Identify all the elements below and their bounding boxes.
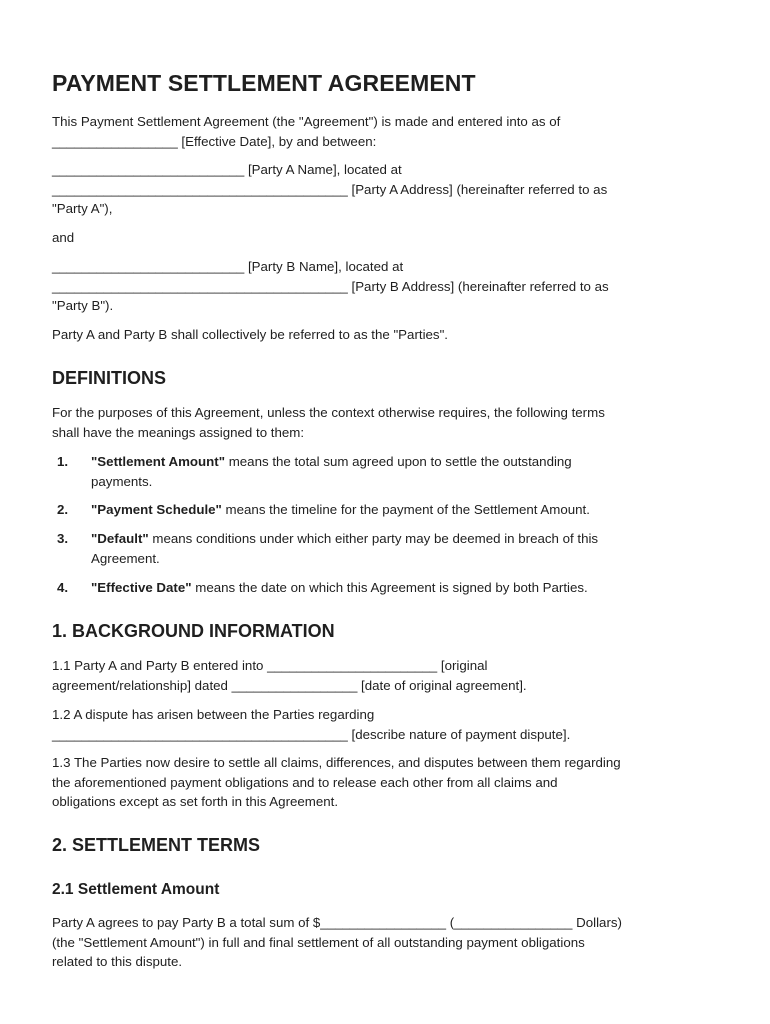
list-number: 3.: [57, 531, 69, 546]
definition-term: "Settlement Amount": [91, 454, 226, 469]
background-paragraph-1-2: [52, 705, 722, 744]
definition-text: means the total sum agreed upon to settle the outstanding: [225, 454, 572, 469]
definition-term: "Effective Date": [91, 580, 192, 595]
intro-line-2: _________________ [Effective Date], by and between:: [52, 133, 377, 149]
definition-text-cont: payments.: [91, 473, 153, 489]
list-number: 4.: [57, 580, 69, 595]
settlement-amount-heading: 2.1 Settlement Amount: [52, 881, 220, 898]
party-a-line-1: __________________________ [Party A Name], located at: [52, 162, 402, 177]
settlement-line-2: (the "Settlement Amount") in full and final settlement of all outstanding payment obligations: [52, 934, 585, 950]
settlement-line-1: Party A agrees to pay Party B a total sum of $_________________ (________________ Dollars): [52, 915, 622, 930]
background-paragraph-1-3: [52, 753, 722, 812]
background-paragraph-1-1: [52, 656, 722, 695]
background-1-2-line-1: 1.2 A dispute has arisen between the Parties regarding: [52, 707, 375, 722]
party-b-line-3: "Party B").: [52, 298, 114, 313]
definition-term: "Payment Schedule": [91, 502, 222, 517]
parties-sentence: Party A and Party B shall collectively be referred to as the "Parties".: [52, 327, 448, 342]
background-1-1-line-1: 1.1 Party A and Party B entered into _______________________ [original: [52, 658, 488, 673]
definitions-intro: [52, 403, 722, 442]
background-1-2-line-2: ________________________________________ [describe nature of payment dispute].: [52, 726, 571, 742]
document-title: PAYMENT SETTLEMENT AGREEMENT: [52, 70, 476, 96]
definitions-intro-line-2: shall have the meanings assigned to them:: [52, 424, 305, 440]
definition-text: means the timeline for the payment of the Settlement Amount.: [221, 502, 590, 517]
party-a-paragraph: [52, 160, 722, 219]
definition-text-cont: Agreement.: [91, 550, 160, 566]
list-number: 2.: [57, 502, 69, 517]
definitions-heading: DEFINITIONS: [52, 368, 167, 388]
party-a-line-2: ________________________________________ [Party A Address] (hereinafter referred to as: [52, 181, 608, 197]
background-1-1-line-2: agreement/relationship] dated _________________ [date of original agreement].: [52, 677, 527, 693]
definitions-intro-line-1: For the purposes of this Agreement, unless the context otherwise requires, the following terms: [52, 405, 605, 420]
intro-paragraph: [52, 112, 722, 151]
definition-term: "Default": [91, 531, 149, 546]
settlement-line-3: related to this dispute.: [52, 954, 183, 969]
party-b-line-2: ________________________________________ [Party B Address] (hereinafter referred to as: [52, 278, 609, 294]
party-b-paragraph: [52, 257, 722, 316]
party-b-line-1: __________________________ [Party B Name], located at: [52, 259, 404, 274]
settlement-terms-heading: 2. SETTLEMENT TERMS: [52, 835, 261, 855]
definition-text: means the date on which this Agreement is signed by both Parties.: [191, 580, 588, 595]
background-1-3-line-1: 1.3 The Parties now desire to settle all claims, differences, and disputes between them regarding: [52, 755, 621, 770]
background-1-3-line-3: obligations except as set forth in this Agreement.: [52, 794, 339, 809]
and-text: and: [52, 230, 75, 245]
background-heading: 1. BACKGROUND INFORMATION: [52, 621, 335, 641]
settlement-amount-paragraph: [52, 913, 722, 972]
list-number: 1.: [57, 454, 69, 469]
definition-text: means conditions under which either party may be deemed in breach of this: [148, 531, 599, 546]
party-a-line-3: "Party A"),: [52, 201, 113, 216]
intro-line-1: This Payment Settlement Agreement (the "Agreement") is made and entered into as of: [52, 114, 561, 129]
background-1-3-line-2: the aforementioned payment obligations and to release each other from all claims and: [52, 774, 558, 790]
